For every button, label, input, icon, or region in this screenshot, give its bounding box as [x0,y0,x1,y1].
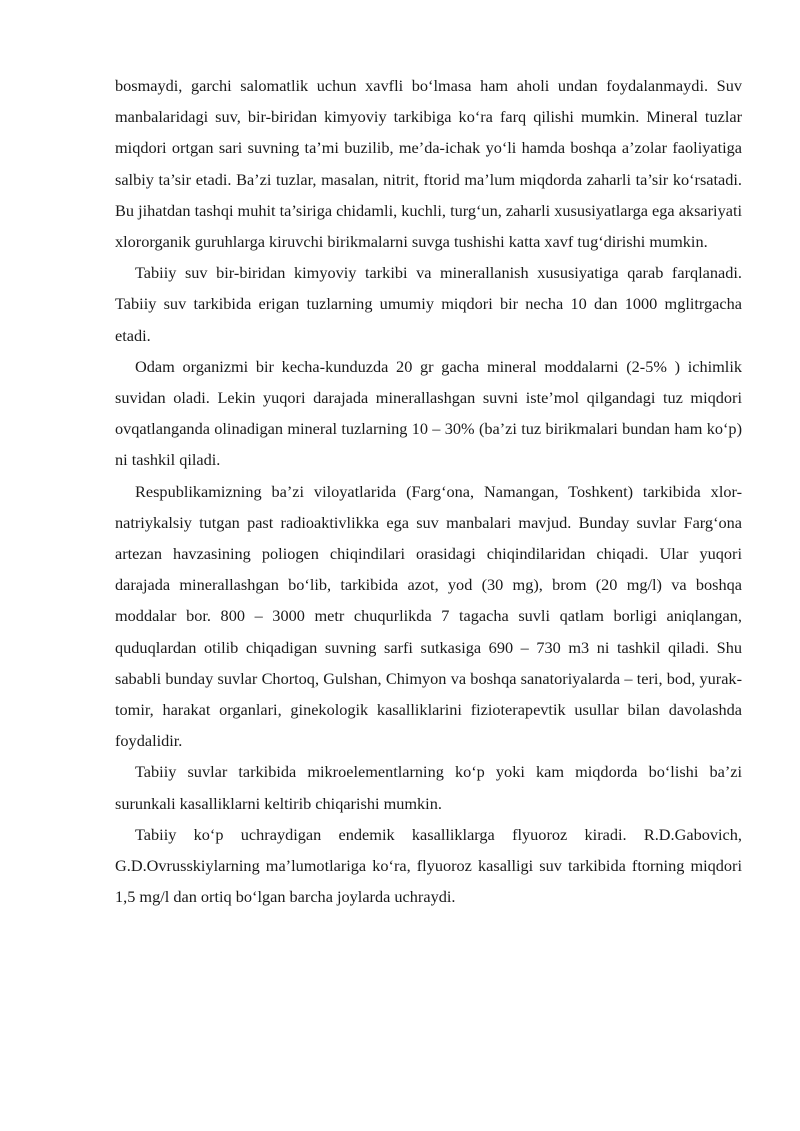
paragraph-regional-sources: Respublikamizning ba’zi viloyatlarida (Farg‘ona, Namangan, Toshkent) tarkibida xlor-natriykalsiy tutgan past radioaktivlikka ega suv manbalari mavjud. Bunday suvlar Farg‘ona artezan havzasining poliogen chiqindilari orasidagi chiqindilaridan chiqadi. Ular yuqori darajada minerallashgan bo‘lib, tarkibida azot, yod (30 mg), brom (20 mg/l) va boshqa moddalar bor. 800 – 3000 metr chuqurlikda 7 tagacha suvli qatlam borligi aniqlangan, quduqlardan otilib chiqadigan suvning sarfi sutkasiga 690 – 730 m3 ni tashkil qiladi. Shu sababli bunday suvlar Chortoq, Gulshan, Chimyon va boshqa sanatoriyalarda – teri, bod, yurak-tomir, harakat organlari, ginekologik kasalliklarini fizioterapevtik usullar bilan davolashda foydalidir. [115,481,742,751]
paragraph-fluorosis: Tabiiy ko‘p uchraydigan endemik kasalliklarga flyuoroz kiradi. R.D.Gabovich, G.D.Ovrusskiylarning ma’lumotlariga ko‘ra, flyuoroz kasalligi suv tarkibida ftorning miqdori 1,5 mg/l dan ortiq bo‘lgan barcha joylarda uchraydi. [115,824,742,907]
paragraph-continued: bosmaydi, garchi salomatlik uchun xavfli bo‘lmasa ham aholi undan foydalanmaydi. Suv manbalaridagi suv, bir-biridan kimyoviy tarkibiga ko‘ra farq qilishi mumkin. Mineral tuzlar miqdori ortgan sari suvning ta’mi buzilib, me’da-ichak yo‘li hamda boshqa a’zolar faoliyatiga salbiy ta’sir etadi. Ba’zi tuzlar, masalan, nitrit, ftorid ma’lum miqdorda zaharli ta’sir ko‘rsatadi. Bu jihatdan tashqi muhit ta’siriga chidamli, kuchli, turg‘un, zaharli xususiyatlarga ega aksariyati xlororganik guruhlarga kiruvchi birikmalarni suvga tushishi katta xavf tug‘dirishi mumkin. [115,76,742,252]
paragraph-natural-water-composition: Tabiiy suv bir-biridan kimyoviy tarkibi va minerallanish xususiyatiga qarab farqlanadi. Tabiiy suv tarkibida erigan tuzlarning umumiy miqdori bir necha 10 dan 1000 mglitrgacha etadi. [115,263,742,345]
document-page [115,70,742,912]
paragraph-microelements: Tabiiy suvlar tarkibida mikroelementlarning ko‘p yoki kam miqdorda bo‘lishi ba’zi surunkali kasalliklarni keltirib chiqarishi mumkin. [115,762,742,813]
paragraph-mineral-intake: Odam organizmi bir kecha-kunduzda 20 gr gacha mineral moddalarni (2-5% ) ichimlik suvidan oladi. Lekin yuqori darajada minerallashgan suvni iste’mol qilgandagi tuz miqdori ovqatlanganda olinadigan mineral tuzlarning 10 – 30% (ba’zi tuz birikmalari bundan ham ko‘p) ni tashkil qiladi. [115,356,742,470]
